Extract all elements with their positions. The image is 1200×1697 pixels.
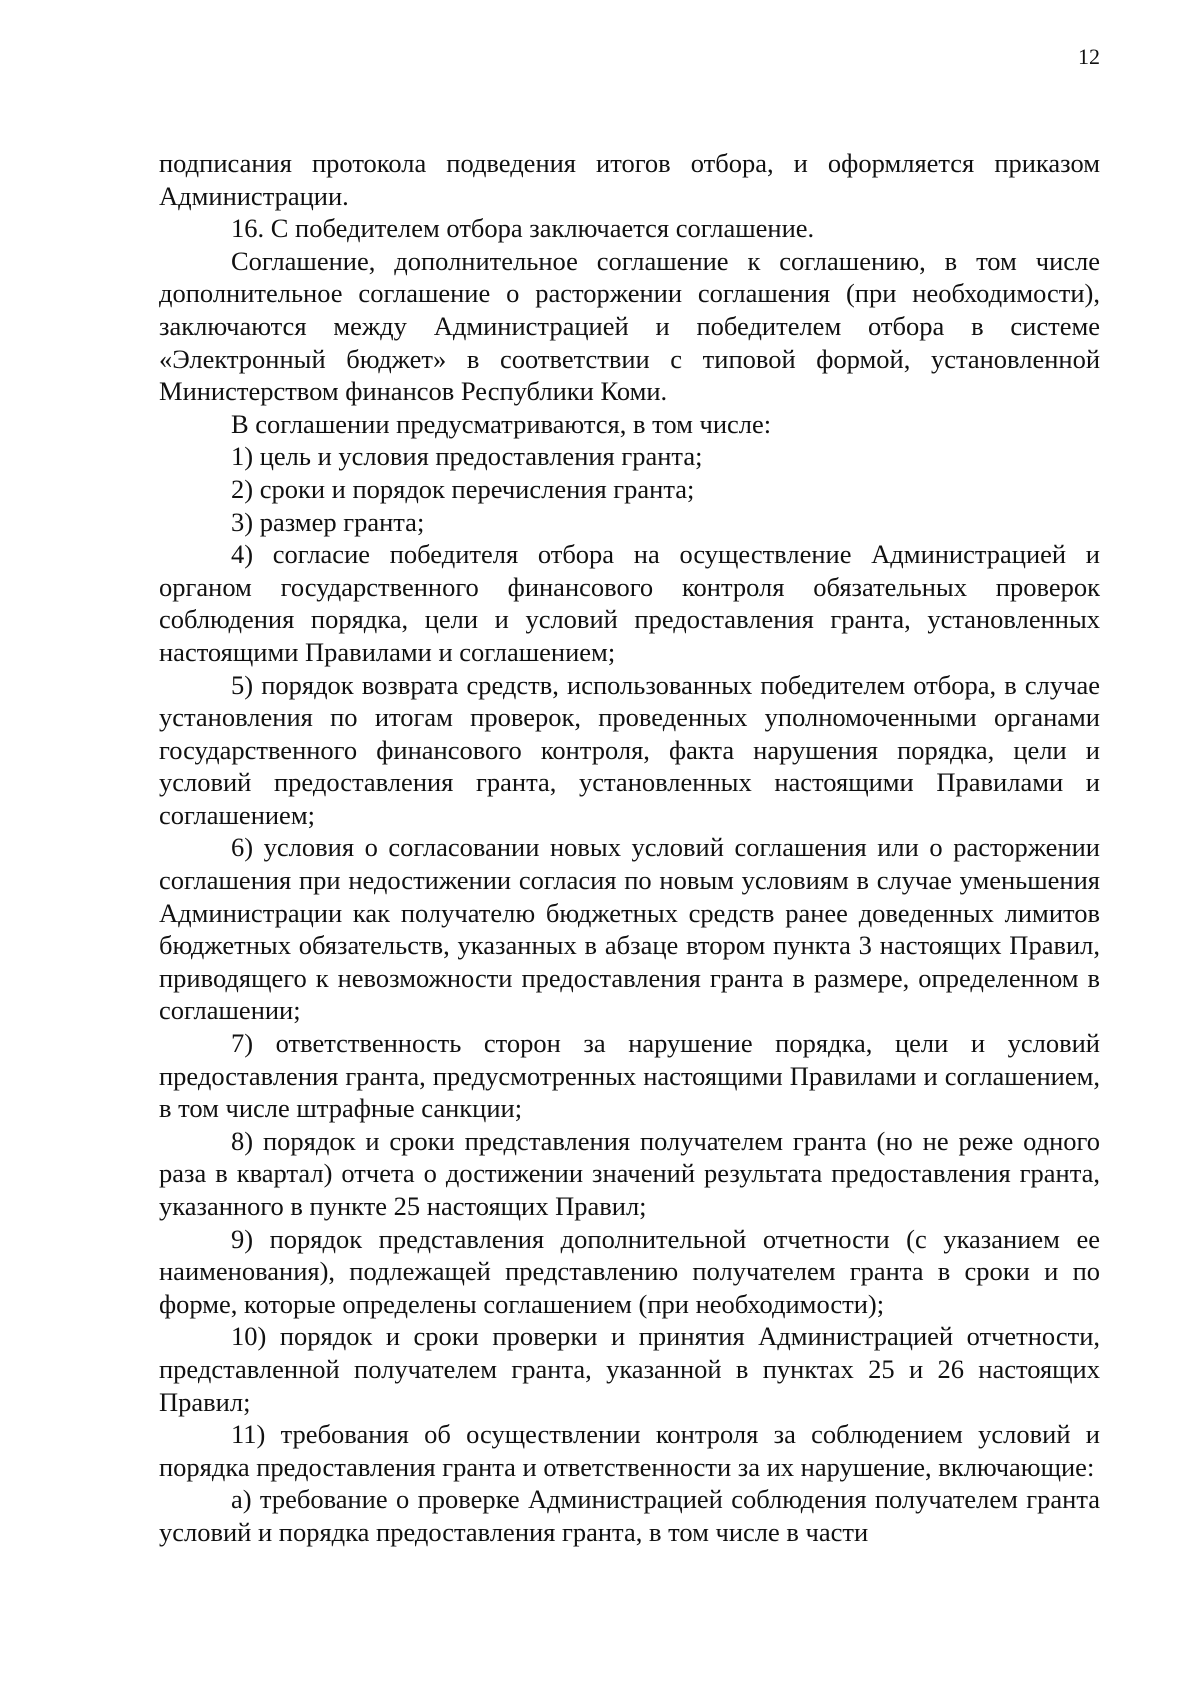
list-item-2: 2) сроки и порядок перечисления гранта; — [231, 473, 695, 504]
list-item-11a: а) требование о проверке Администрацией соблюдения получателем гранта условий и порядка предоставления гранта, в том числе в части — [159, 1484, 1100, 1547]
page-number: 12 — [1078, 44, 1100, 69]
list-item-1: 1) цель и условия предоставления гранта; — [231, 441, 703, 472]
paragraph-continuation: подписания протокола подведения итогов отбора, и оформляется приказом Администрации. — [159, 148, 1100, 211]
paragraph-agreement: Соглашение, дополнительное соглашение к соглашению, в том числе дополнительное соглашение о расторжении соглашения (при необходимости), заключаются между Администрацией и победителем отбора в системе «Электронный бюджет» в соответствии с типовой формой, установленной Министерством финансов Республики Коми. — [159, 245, 1100, 407]
list-item-6: 6) условия о согласовании новых условий соглашения или о расторжении соглашения при недостижении согласия по новым условиям в случае уменьшения Администрации как получателю бюджетных средств ранее доведенных лимитов бюджетных обязательств, указанных в абзаце втором пункта 3 настоящих Правил, приводящего к невозможности предоставления гранта в размере, определенном в соглашении; — [159, 832, 1100, 1026]
list-item-8: 8) порядок и сроки представления получателем гранта (но не реже одного раза в квартал) отчета о достижении значений результата предоставления гранта, указанного в пункте 25 настоящих Правил; — [159, 1125, 1100, 1221]
document-body — [159, 147, 1100, 1549]
list-item-11: 11) требования об осуществлении контроля за соблюдением условий и порядка предоставления гранта и ответственности за их нарушение, включающие: — [159, 1419, 1100, 1482]
paragraph-clause-16: 16. С победителем отбора заключается соглашение. — [231, 213, 815, 244]
list-item-4: 4) согласие победителя отбора на осуществление Администрацией и органом государственного финансового контроля обязательных проверок соблюдения порядка, цели и условий предоставления гранта, установленных настоящими Правилами и соглашением; — [159, 539, 1100, 667]
paragraph-agreement-provisions: В соглашении предусматриваются, в том числе: — [231, 408, 772, 439]
list-item-9: 9) порядок представления дополнительной отчетности (с указанием ее наименования), подлежащей представлению получателем гранта в сроки и по форме, которые определены соглашением (при необходимости); — [159, 1223, 1100, 1319]
list-item-3: 3) размер гранта; — [231, 506, 425, 537]
list-item-7: 7) ответственность сторон за нарушение порядка, цели и условий предоставления гранта, предусмотренных настоящими Правилами и соглашением, в том числе штрафные санкции; — [159, 1028, 1100, 1124]
list-item-10: 10) порядок и сроки проверки и принятия Администрацией отчетности, представленной получателем гранта, указанной в пунктах 25 и 26 настоящих Правил; — [159, 1321, 1100, 1417]
list-item-5: 5) порядок возврата средств, использованных победителем отбора, в случае установления по итогам проверок, проведенных уполномоченными органами государственного финансового контроля, факта нарушения порядка, цели и условий предоставления гранта, установленных настоящими Правилами и соглашением; — [159, 669, 1100, 830]
